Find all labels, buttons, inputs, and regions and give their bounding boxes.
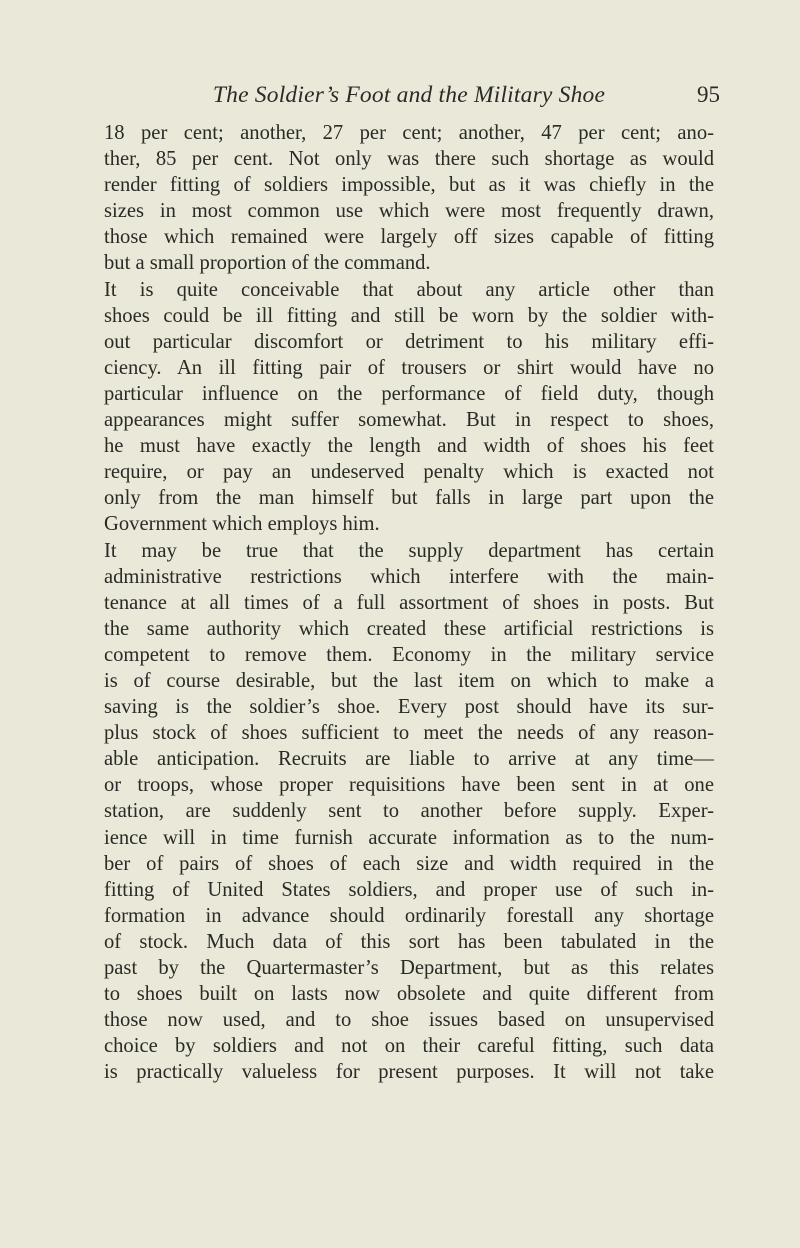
running-title: The Soldier’s Foot and the Military Shoe xyxy=(212,82,606,108)
text-line: ciency. An ill fitting pair of trousers or shirt would have no xyxy=(104,356,714,379)
text-line: able anticipation. Recruits are liable to arrive at any time— xyxy=(104,748,714,771)
book-page xyxy=(104,80,720,1085)
text-line: the same authority which created these artificial restrictions is xyxy=(104,617,714,640)
text-line: ience will in time furnish accurate information as to the num- xyxy=(104,826,714,849)
text-line: out particular discomfort or detriment to his military effi- xyxy=(104,330,714,353)
text-line: sizes in most common use which were most frequently drawn, xyxy=(104,200,714,223)
text-line: shoes could be ill fitting and still be worn by the soldier with- xyxy=(104,304,714,327)
text-line: those which remained were largely off sizes capable of fitting xyxy=(104,226,714,249)
text-line: Government which employs him. xyxy=(104,513,380,536)
text-line: is of course desirable, but the last item on which to make a xyxy=(104,669,714,692)
body-text xyxy=(104,120,714,1085)
paragraph-start-line: It may be true that the supply department has certain xyxy=(104,539,714,562)
text-line: ther, 85 per cent. Not only was there such shortage as would xyxy=(104,148,714,171)
text-line: only from the man himself but falls in large part upon the xyxy=(104,487,714,510)
text-line: choice by soldiers and not on their careful fitting, such data xyxy=(104,1035,714,1058)
text-line: those now used, and to shoe issues based on unsupervised xyxy=(104,1009,714,1032)
text-line: of stock. Much data of this sort has been tabulated in the xyxy=(104,930,714,953)
text-line: render fitting of soldiers impossible, but as it was chiefly in the xyxy=(104,174,714,197)
page-number: 95 xyxy=(697,82,720,107)
text-line: tenance at all times of a full assortment of shoes in posts. But xyxy=(104,591,714,614)
text-line: 18 per cent; another, 27 per cent; another, 47 per cent; ano- xyxy=(104,122,714,144)
text-line: fitting of United States soldiers, and proper use of such in- xyxy=(104,878,714,901)
text-line: ber of pairs of shoes of each size and width required in the xyxy=(104,852,714,875)
text-line: administrative restrictions which interfere with the main- xyxy=(104,565,714,588)
text-line: formation in advance should ordinarily forestall any shortage xyxy=(104,904,714,927)
text-line: saving is the soldier’s shoe. Every post should have its sur- xyxy=(104,696,714,719)
text-line: require, or pay an undeserved penalty which is exacted not xyxy=(104,461,714,484)
text-line: past by the Quartermaster’s Department, but as this relates xyxy=(104,957,714,979)
text-line: but a small proportion of the command. xyxy=(104,252,431,275)
text-line: to shoes built on lasts now obsolete and quite different from xyxy=(104,983,714,1006)
text-line: competent to remove them. Economy in the military service xyxy=(104,643,714,666)
text-line: appearances might suffer somewhat. But in respect to shoes, xyxy=(104,409,714,432)
text-line: particular influence on the performance of field duty, though xyxy=(104,382,714,405)
text-line: or troops, whose proper requisitions have been sent in at one xyxy=(104,774,714,797)
text-line: is practically valueless for present purposes. It will not take xyxy=(104,1061,714,1084)
text-line: plus stock of shoes sufficient to meet the needs of any reason- xyxy=(104,722,714,745)
paragraph-start-line: It is quite conceivable that about any article other than xyxy=(104,278,714,301)
text-line: he must have exactly the length and width of shoes his feet xyxy=(104,435,714,458)
text-line: station, are suddenly sent to another before supply. Exper- xyxy=(104,800,714,823)
running-header xyxy=(104,80,720,120)
